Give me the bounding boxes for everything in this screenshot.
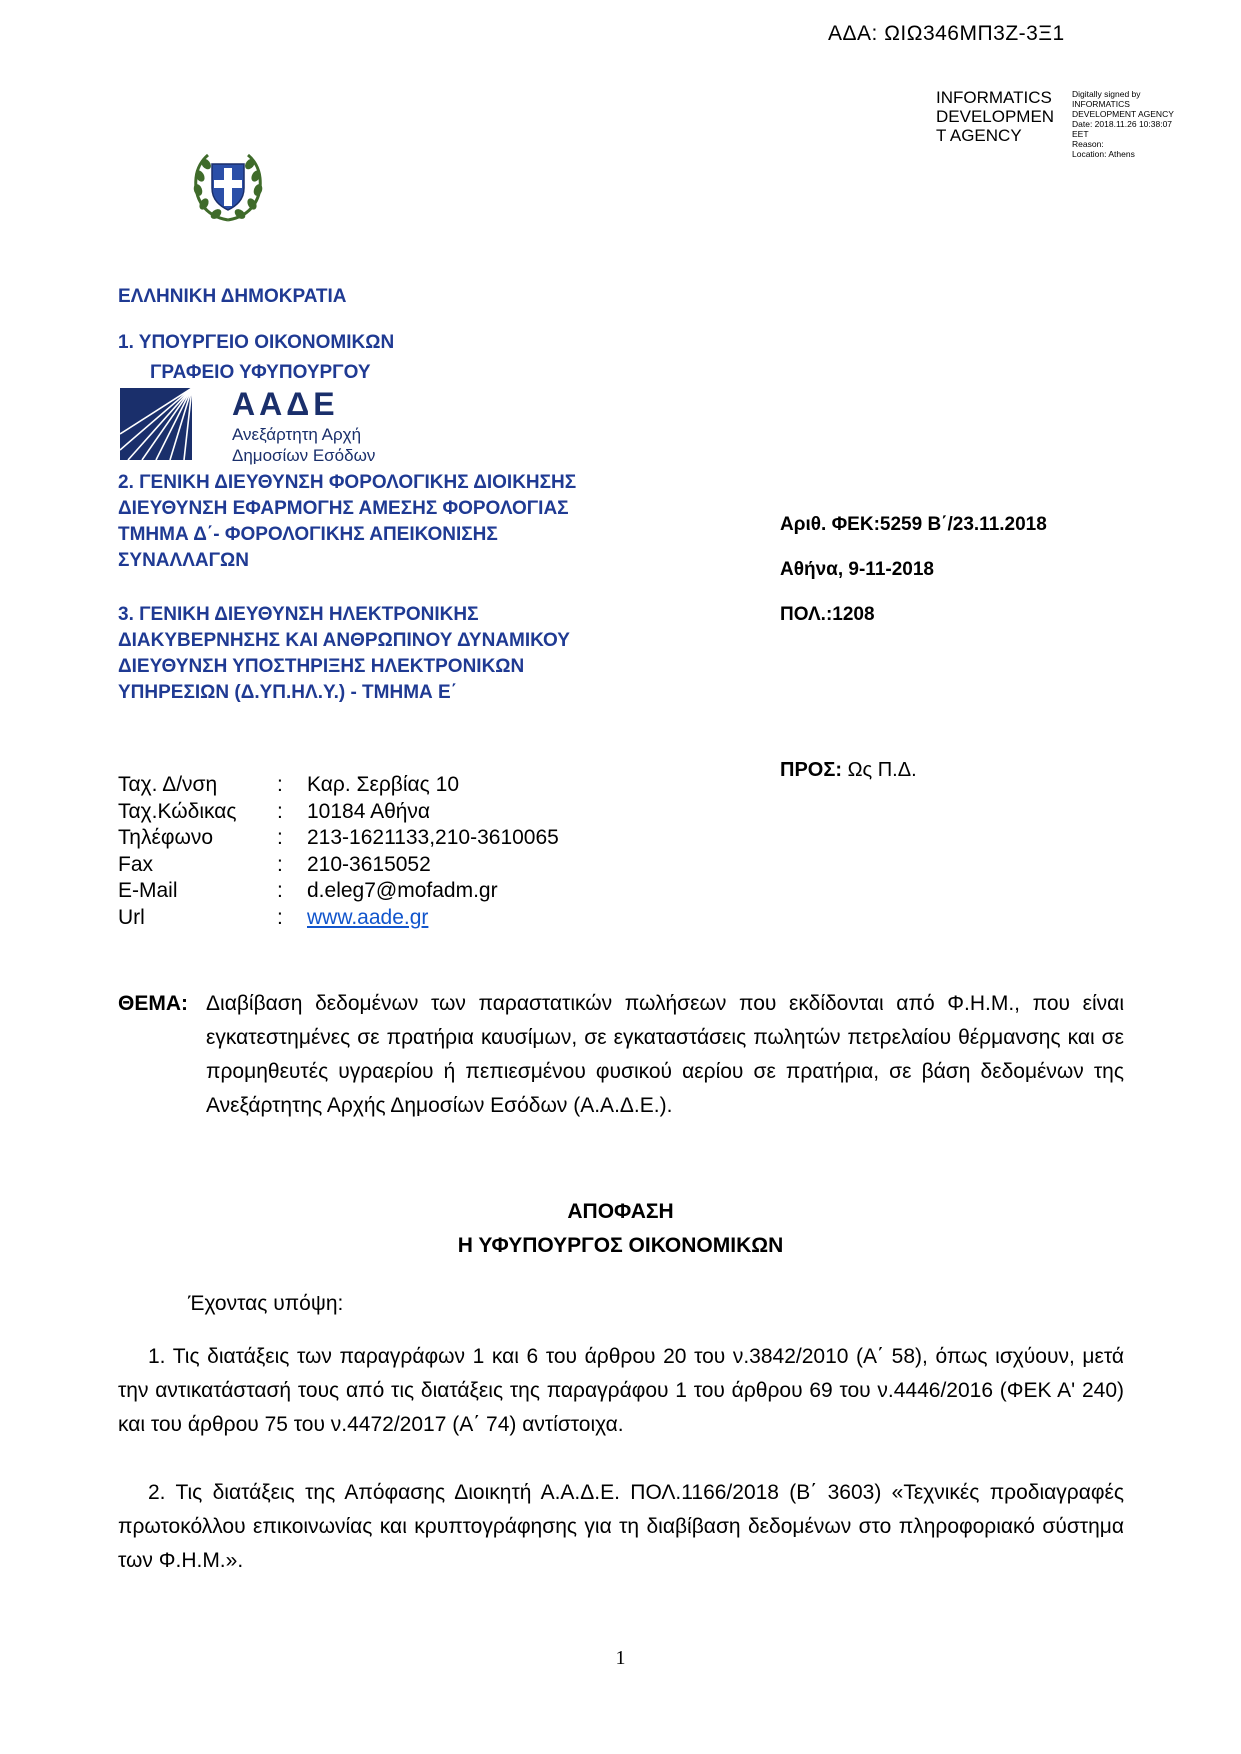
- department-2-line: ΔΙΕΥΘΥΝΣΗ ΕΦΑΡΜΟΓΗΣ ΑΜΕΣΗΣ ΦΟΡΟΛΟΓΙΑΣ: [118, 498, 569, 519]
- contact-row: [118, 772, 559, 799]
- contact-key: Ταχ. Δ/νση: [118, 773, 218, 796]
- recipient-label: ΠΡΟΣ:: [780, 759, 843, 781]
- contact-value: Καρ. Σερβίας 10: [307, 773, 459, 796]
- aade-logo-subtitle-line: Ανεξάρτητη Αρχή: [232, 425, 362, 444]
- contact-value: 210-3615052: [307, 852, 431, 876]
- contact-colon: :: [277, 852, 283, 876]
- pol-number: ΠΟΛ.:1208: [780, 604, 875, 625]
- department-3-line: ΔΙΕΥΘΥΝΣΗ ΥΠΟΣΤΗΡΙΞΗΣ ΗΛΕΚΤΡΟΝΙΚΩΝ: [118, 656, 525, 677]
- page-number: 1: [615, 1647, 626, 1669]
- contact-key: Ταχ.Κώδικας: [118, 799, 237, 823]
- department-2-line: ΤΜΗΜΑ Δ΄- ΦΟΡΟΛΟΓΙΚΗΣ ΑΠΕΙΚΟΝΙΣΗΣ: [118, 524, 498, 545]
- contact-row: [118, 799, 559, 826]
- considering-intro: Έχοντας υπόψη:: [188, 1292, 344, 1315]
- aade-logo-text: ΑΑΔΕ: [232, 386, 339, 422]
- subject-text: Διαβίβαση δεδομένων των παραστατικών πωλήσεων που εκδίδονται από Φ.Η.Μ., που είναι εγκατεστημένες σε πρατήρια καυσίμων, σε εγκαταστάσεις πωλητών πετρελαίου θέρμανσης και σε προμηθευτές υγραερίου ή πεπιεσμένου φυσικού αερίου σε πρατήρια, σε βάση δεδομένων της Ανεξάρτητης Αρχής Δημοσίων Εσόδων (Α.Α.Δ.Ε.).: [206, 992, 1124, 1117]
- department-2-line: 2. ΓΕΝΙΚΗ ΔΙΕΥΘΥΝΣΗ ΦΟΡΟΛΟΓΙΚΗΣ ΔΙΟΙΚΗΣΗΣ: [118, 472, 577, 493]
- list-item: 1. Τις διατάξεις των παραγράφων 1 και 6 του άρθρου 20 του ν.3842/2010 (Α΄ 58), όπως ισχύουν, μετά την αντικατάστασή τους από τις διατάξεις της παραγράφου 1 του άρθρου 69 του ν.4446/2016 (ΦΕΚ Α' 240) και του άρθρου 75 του ν.4472/2017 (Α΄ 74) αντίστοιχα.: [118, 1345, 1124, 1436]
- republic-heading: ΕΛΛΗΝΙΚΗ ΔΗΜΟΚΡΑΤΙΑ: [118, 286, 347, 307]
- aade-logo-icon: [120, 388, 192, 460]
- department-3-line: ΔΙΑΚΥΒΕΡΝΗΣΗΣ ΚΑΙ ΑΝΘΡΩΠΙΝΟΥ ΔΥΝΑΜΙΚΟΥ: [118, 630, 570, 651]
- contact-value: 213-1621133,210-3610065: [307, 826, 559, 849]
- signature-line: Date: 2018.11.26 10:38:07: [1072, 119, 1173, 129]
- website-link[interactable]: www.aade.gr: [307, 905, 429, 929]
- greek-emblem-icon: [188, 146, 268, 226]
- signature-line: Digitally signed by: [1072, 89, 1141, 99]
- department-3: [118, 602, 570, 706]
- department-2: [118, 470, 576, 574]
- contact-value: 10184 Αθήνα: [307, 799, 431, 823]
- aade-logo-subtitle: [232, 424, 375, 466]
- contact-row: [118, 852, 559, 879]
- contact-colon: :: [277, 879, 283, 902]
- contact-row: [118, 905, 559, 932]
- signature-details: [1072, 89, 1212, 159]
- office-heading: ΓΡΑΦΕΙΟ ΥΦΥΠΟΥΡΓΟΥ: [150, 362, 371, 383]
- department-3-line: 3. ΓΕΝΙΚΗ ΔΙΕΥΘΥΝΣΗ ΗΛΕΚΤΡΟΝΙΚΗΣ: [118, 604, 479, 625]
- signature-name: INFORMATICS DEVELOPMEN T AGENCY: [936, 88, 1055, 145]
- decision-title: ΑΠΟΦΑΣΗ: [567, 1200, 674, 1223]
- contact-colon: :: [277, 826, 283, 849]
- document-date: Αθήνα, 9-11-2018: [780, 559, 934, 580]
- contact-colon: :: [277, 773, 283, 796]
- ministry-heading: 1. ΥΠΟΥΡΓΕΙΟ ΟΙΚΟΝΟΜΙΚΩΝ: [118, 332, 395, 353]
- subject-block: [118, 987, 1124, 1123]
- contact-row: [118, 825, 559, 852]
- contact-key: Τηλέφωνο: [118, 826, 214, 849]
- contact-key: Url: [118, 905, 145, 929]
- contact-row: [118, 878, 559, 905]
- list-item: 2. Τις διατάξεις της Απόφασης Διοικητή Α.Α.Δ.Ε. ΠΟΛ.1166/2018 (Β΄ 3603) «Τεχνικές προδιαγραφές πρωτοκόλλου επικοινωνίας και κρυπτογράφησης για τη διαβίβαση δεδομένων στο πληροφοριακό σύστημα των Φ.Η.Μ.».: [118, 1481, 1124, 1572]
- contact-colon: :: [277, 799, 283, 823]
- contact-key: Fax: [118, 852, 154, 876]
- recipient-value: Ως Π.Δ.: [842, 759, 917, 781]
- signature-line: Location: Athens: [1072, 149, 1135, 159]
- department-2-line: ΣΥΝΑΛΛΑΓΩΝ: [118, 550, 249, 571]
- recipient: [780, 759, 917, 782]
- signature-line: EET: [1072, 129, 1089, 139]
- decision-subtitle: Η ΥΦΥΠΟΥΡΓΟΣ ΟΙΚΟΝΟΜΙΚΩΝ: [457, 1234, 784, 1257]
- signature-line: DEVELOPMENT AGENCY: [1072, 109, 1174, 119]
- signature-line: INFORMATICS: [1072, 99, 1130, 109]
- contact-colon: :: [277, 905, 283, 929]
- contact-key: E-Mail: [118, 879, 178, 902]
- contact-value: d.eleg7@mofadm.gr: [307, 879, 498, 902]
- signature-line: Reason:: [1072, 139, 1104, 149]
- aade-logo-subtitle-line: Δημοσίων Εσόδων: [232, 446, 376, 465]
- ada-code: ΑΔΑ: ΩΙΩ346ΜΠ3Ζ-3Ξ1: [828, 22, 1065, 45]
- contact-table: [118, 772, 559, 931]
- subject-label: ΘΕΜΑ:: [118, 992, 188, 1015]
- fek-number: Αριθ. ΦΕΚ:5259 Β΄/23.11.2018: [780, 514, 1047, 535]
- department-3-line: ΥΠΗΡΕΣΙΩΝ (Δ.ΥΠ.ΗΛ.Υ.) - ΤΜΗΜΑ Ε΄: [118, 682, 458, 703]
- aade-logo: [120, 388, 380, 466]
